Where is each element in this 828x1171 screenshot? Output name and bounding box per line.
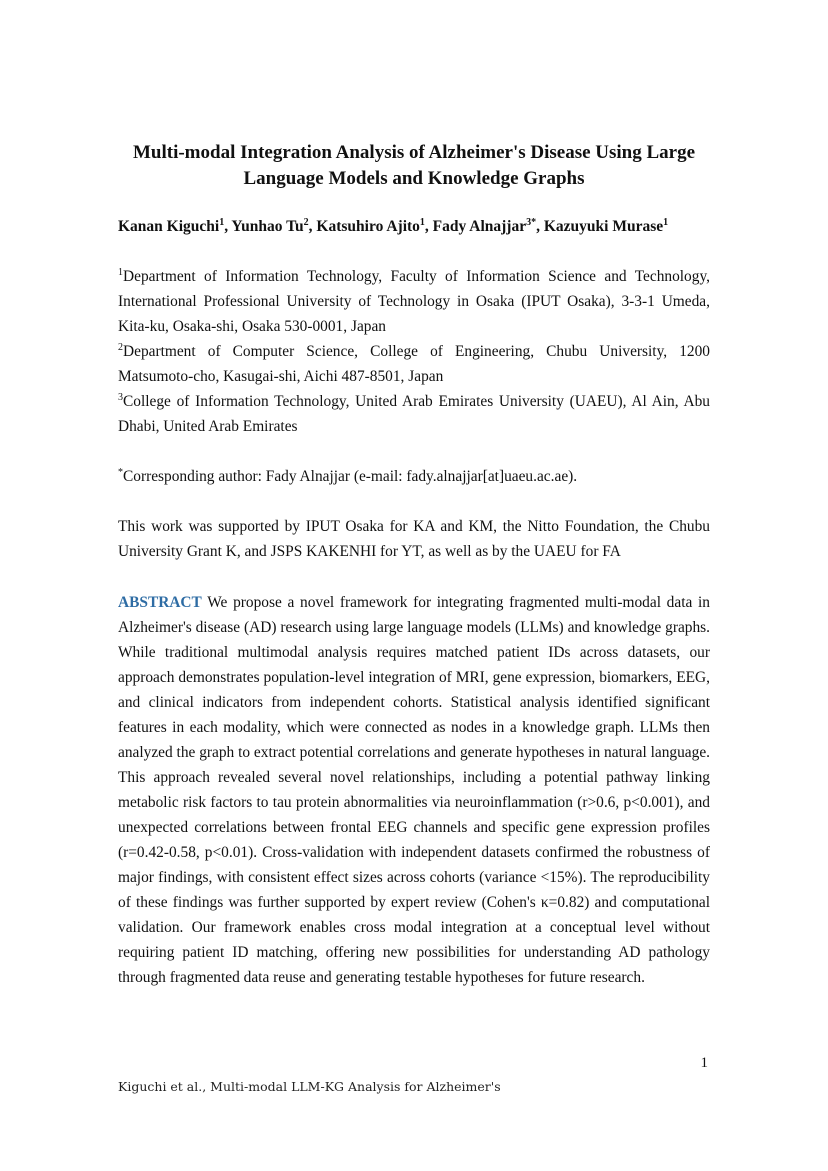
- page-number: 1: [700, 1055, 708, 1071]
- affiliation: $^3$College of Information Technology, United Arab Emirates University (UAEU), Al Ain, Abu Dhabi, United Arab Emirates: [118, 391, 710, 435]
- paper-title: Multi-modal Integration Analysis of Alzheimer's Disease Using Large Language Models and Knowledge Graphs: [132, 142, 696, 189]
- author: Yunhao Tu$^2$,: [231, 216, 317, 235]
- author: Kanan Kiguchi$^1$,: [118, 216, 232, 235]
- corresponding-author: *Corresponding author: Fady Alnajjar (e-mail: fady.alnajjar[at]uaeu.ac.ae).: [118, 466, 578, 485]
- author-list: [118, 216, 718, 238]
- affiliations: [118, 264, 710, 439]
- running-footer: Kiguchi et al., Multi-modal LLM-KG Analysis for Alzheimer's: [118, 1079, 501, 1094]
- author: Fady Alnajjar$^{3*}$,: [432, 216, 544, 235]
- funding-statement: This work was supported by IPUT Osaka for KA and KM, the Nitto Foundation, the Chubu University Grant K, and JSPS KAKENHI for YT, as well as by the UAEU for FA: [118, 518, 710, 560]
- affiliation: $^2$Department of Computer Science, College of Engineering, Chubu University, 1200 Matsumoto-cho, Kasugai-shi, Aichi 487-8501, Japan: [118, 341, 710, 385]
- abstract: [118, 590, 710, 990]
- author: Kazuyuki Murase$^1$: [543, 216, 669, 235]
- affiliation: $^1$Department of Information Technology, Faculty of Information Science and Technology, International Professional University of Technology in Osaka (IPUT Osaka), 3-3-1 Umeda, Kita-ku, Osaka-shi, Osaka 530-0001, Japan: [118, 266, 710, 335]
- abstract-text: We propose a novel framework for integrating fragmented multi-modal data in Alzheimer's disease (AD) research using large language models (LLMs) and knowledge graphs. While traditional multimodal analysis requires matched patient IDs across datasets, our approach demonstrates population-level integration of MRI, gene expression, biomarkers, EEG, and clinical indicators from independent cohorts. Statistical analysis identified significant features in each modality, which were connected as nodes in a knowledge graph. LLMs then analyzed the graph to extract potential correlations and generate hypotheses in natural language. This approach revealed several novel relationships, including a potential pathway linking metabolic risk factors to tau protein abnormalities via neuroinflammation (r>0.6, p<0.001), and unexpected correlations between frontal EEG channels and specific gene expression profiles (r=0.42-0.58, p<0.01). Cross-validation with independent datasets confirmed the robustness of major findings, with consistent effect sizes across cohorts (variance <15%). The reproducibility of these findings was further supported by expert review (Cohen's κ=0.82) and computational validation. Our framework enables cross modal integration at a conceptual level without requiring patient ID matching, offering new possibilities for understanding AD pathology through fragmented data reuse and generating testable hypotheses for future research.: [118, 594, 710, 986]
- abstract-label: ABSTRACT: [118, 594, 202, 611]
- author: Katsuhiro Ajito$^1$,: [316, 216, 433, 235]
